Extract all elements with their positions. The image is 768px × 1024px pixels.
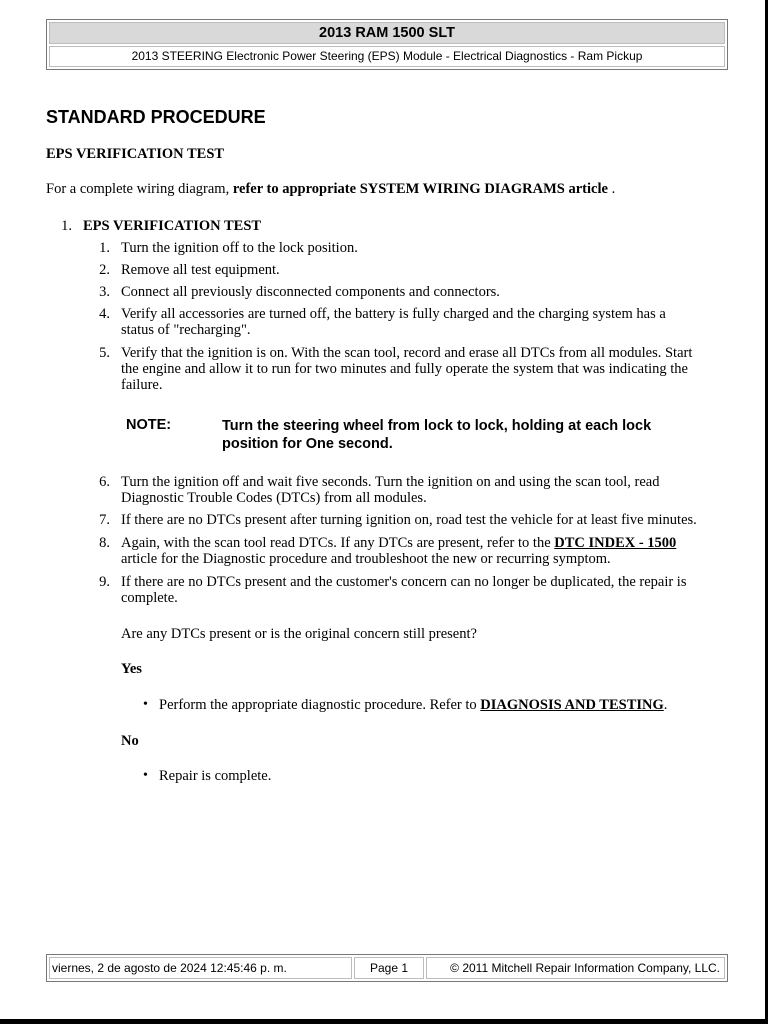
intro-suffix: . <box>607 181 616 197</box>
step-line: article for the Diagnostic procedure and troubleshoot the new or recurring symptom. <box>121 551 611 567</box>
footer-copyright: © 2011 Mitchell Repair Information Company, LLC. <box>426 957 725 979</box>
step-number: 4. <box>99 306 110 322</box>
step-text <box>121 574 721 606</box>
step-number: 7. <box>99 512 110 528</box>
step-text <box>121 345 721 393</box>
step-number: 8. <box>99 535 110 551</box>
note-text <box>222 417 702 453</box>
page-footer <box>46 954 728 982</box>
step-line-prefix: Again, with the scan tool read DTCs. If any DTCs are present, refer to the <box>121 535 555 551</box>
bullet-icon: • <box>143 697 148 712</box>
question-text: Are any DTCs present or is the original concern still present? <box>121 626 477 642</box>
intro-bold: refer to appropriate SYSTEM WIRING DIAGRAMS article <box>232 181 608 197</box>
step-line: complete. <box>121 590 178 606</box>
step-line: Diagnostic Trouble Codes (DTCs) from all modules. <box>121 490 427 506</box>
note-line: position for One second. <box>222 436 393 452</box>
no-label: No <box>121 733 139 749</box>
step-line: Turn the ignition off and wait five seconds. Turn the ignition on and using the scan tool, read <box>121 474 660 490</box>
step-line: the engine and allow it to run for two minutes and fully operate the system that was indicating the <box>121 361 688 377</box>
step-text <box>121 474 721 506</box>
step-text: Turn the ignition off to the lock position. <box>121 240 358 256</box>
note-line: Turn the steering wheel from lock to lock, holding at each lock <box>222 418 652 434</box>
page-header <box>46 19 728 70</box>
footer-page-number: Page 1 <box>354 957 424 979</box>
yes-bullet-suffix: . <box>663 697 668 713</box>
step-line: If there are no DTCs present and the customer's concern can no longer be duplicated, the repair is <box>121 574 687 590</box>
step-text: Remove all test equipment. <box>121 262 280 278</box>
step-text <box>121 306 721 338</box>
diagnosis-testing-link[interactable]: DIAGNOSIS AND TESTING <box>480 697 664 713</box>
step-line <box>121 535 721 551</box>
intro-paragraph <box>46 181 615 198</box>
step-line: failure. <box>121 377 163 393</box>
step-line: status of "recharging". <box>121 322 251 338</box>
yes-bullet-text <box>159 697 667 713</box>
step-line: Verify that the ignition is on. With the scan tool, record and erase all DTCs from all modules. Start <box>121 345 693 361</box>
step-number: 9. <box>99 574 110 590</box>
intro-prefix: For a complete wiring diagram, <box>46 181 233 197</box>
outer-list-title: EPS VERIFICATION TEST <box>83 218 262 234</box>
step-number: 3. <box>99 284 110 300</box>
step-text: Connect all previously disconnected components and connectors. <box>121 284 500 300</box>
step-number: 5. <box>99 345 110 361</box>
step-text <box>121 535 721 567</box>
vehicle-title: 2013 RAM 1500 SLT <box>49 22 725 44</box>
subsection-title: EPS VERIFICATION TEST <box>46 146 225 162</box>
outer-list-number: 1. <box>61 218 72 234</box>
step-number: 6. <box>99 474 110 490</box>
section-title: STANDARD PROCEDURE <box>46 107 266 127</box>
step-line: Verify all accessories are turned off, the battery is fully charged and the charging system has a <box>121 306 666 322</box>
yes-bullet-prefix: Perform the appropriate diagnostic procedure. Refer to <box>159 697 481 713</box>
note-label: NOTE: <box>126 417 172 433</box>
footer-date: viernes, 2 de agosto de 2024 12:45:46 p. m. <box>49 957 352 979</box>
step-number: 1. <box>99 240 110 256</box>
bullet-icon: • <box>143 768 148 783</box>
no-bullet-text: Repair is complete. <box>159 768 272 784</box>
step-text: If there are no DTCs present after turning ignition on, road test the vehicle for at least five minutes. <box>121 512 697 528</box>
yes-label: Yes <box>121 661 142 677</box>
step-number: 2. <box>99 262 110 278</box>
dtc-index-link[interactable]: DTC INDEX - 1500 <box>554 535 677 551</box>
article-subtitle: 2013 STEERING Electronic Power Steering (EPS) Module - Electrical Diagnostics - Ram Pickup <box>49 46 725 67</box>
